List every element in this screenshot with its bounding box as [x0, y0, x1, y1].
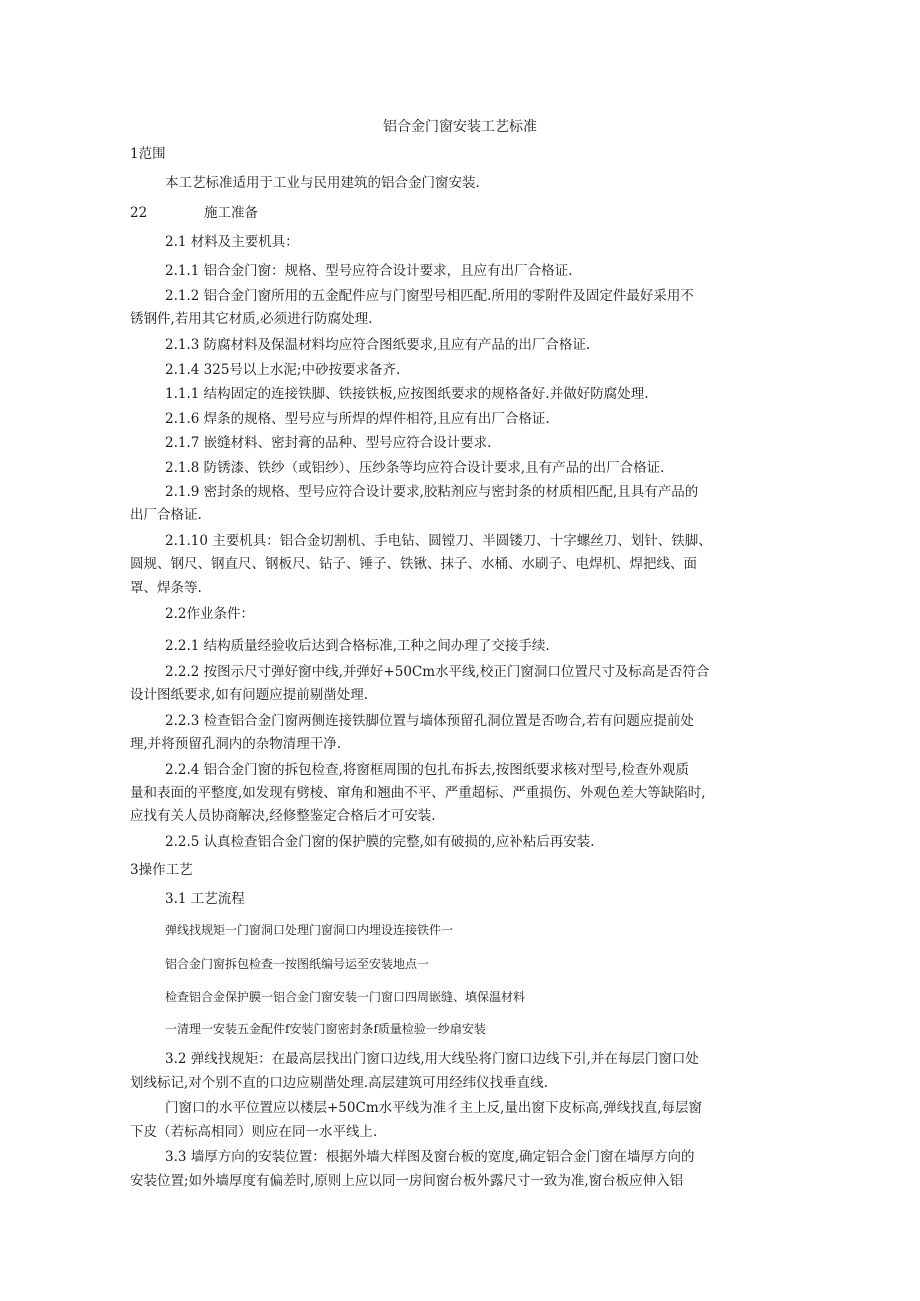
item-2-1-10-line2: 圆规、钢尺、钢直尺、钢板尺、钻子、锤子、铁锹、抹子、水桶、水刷子、电焊机、焊把线、面 [130, 556, 697, 572]
item-2-2-4-line2: 量和表面的平整度,如发现有劈棱、窜角和翘曲不平、严重超标、严重损伤、外观色差大等缺陷时, [130, 785, 706, 801]
section-3-1-heading: 3.1 工艺流程 [165, 891, 245, 907]
process-flow-line1: 弹线找规矩一门窗洞口处理门窗洞口内埋设连接铁件一 [165, 923, 454, 937]
section-2-1-heading: 2.1 材料及主要机具： [165, 234, 299, 250]
item-2-2-3-line1: 2.2.3 检查铝合金门窗两侧连接铁脚位置与墙体预留孔洞位置是否吻合,若有问题应提前处 [165, 713, 694, 729]
document-title: 铝合金门窗安装工艺标准 [383, 119, 537, 135]
item-3-2-line1: 3.2 弹线找规矩：在最高层找出门窗口边线,用大线坠将门窗口边线下引,并在每层门窗口处 [165, 1051, 699, 1067]
section-2-number: 22 [130, 205, 148, 221]
item-3-2-line2: 划线标记,对个别不直的口边应剔凿处理.高层建筑可用经纬仪找垂直线. [130, 1075, 548, 1091]
item-2-1-9-line2: 出厂合格证. [130, 507, 202, 523]
item-2-2-4-line3: 应找有关人员协商解决,经修整鉴定合格后才可安装. [130, 808, 436, 824]
item-2-2-2-line1: 2.2.2 按图示尺寸弹好窗中线,并弹好+50Cm水平线,校正门窗洞口位置尺寸及标高是否符合 [165, 664, 710, 680]
process-flow-line2: 铝合金门窗拆包检查一按图纸编号运至安装地点一 [165, 957, 430, 971]
item-2-1-4: 2.1.4 325号以上水泥;中砂按要求备齐. [165, 362, 401, 378]
item-2-1-3: 2.1.3 防腐材料及保温材料均应符合图纸要求,且应有产品的出厂合格证. [165, 337, 591, 353]
item-2-1-2-line1: 2.1.2 铝合金门窗所用的五金配件应与门窗型号相匹配.所用的零附件及固定件最好采用不 [165, 288, 694, 304]
item-2-1-9-line1: 2.1.9 密封条的规格、型号应符合设计要求,胶粘剂应与密封条的材质相匹配,且具有产品的 [165, 484, 699, 500]
item-3-3-line1: 3.3 墙厚方向的安装位置：根据外墙大样图及窗台板的宽度,确定铝合金门窗在墙厚方向的 [165, 1149, 695, 1165]
process-flow-line4: 一清理一安装五金配件f安装门窗密封条f质量检验一纱扇安装 [165, 1022, 486, 1036]
item-2-1-2-line2: 锈钢件,若用其它材质,必须进行防腐处理. [130, 311, 373, 327]
section-1-paragraph: 本工艺标准适用于工业与民用建筑的铝合金门窗安装. [165, 175, 480, 191]
item-3-2-line3: 门窗口的水平位置应以楼层+50Cm水平线为准彳主上反,量出窗下皮标高,弹线找直,每层窗 [165, 1100, 702, 1116]
item-2-1-6: 2.1.6 焊条的规格、型号应与所焊的焊件相符,且应有出厂合格证. [165, 411, 550, 427]
section-2-heading: 施工准备 [204, 205, 258, 221]
item-3-2-line4: 下皮（若标高相同）则应在同一水平线上. [130, 1124, 378, 1140]
item-2-1-10-line3: 罩、焊条等. [130, 580, 202, 596]
item-3-3-line2: 安装位置;如外墙厚度有偏差时,原则上应以同一房间窗台板外露尺寸一致为准,窗台板应伸入铝 [130, 1173, 684, 1189]
item-1-1-1: 1.1.1 结构固定的连接铁脚、铁接铁板,应按图纸要求的规格备好.并做好防腐处理. [165, 386, 649, 402]
item-2-1-10-line1: 2.1.10 主要机具：铝合金切割机、手电钻、圆镗刀、半圆镂刀、十字螺丝刀、划针、铁脚、 [165, 533, 712, 549]
item-2-1-1: 2.1.1 铝合金门窗：规格、型号应符合设计要求，且应有出厂合格证. [165, 263, 573, 279]
item-2-2-3-line2: 理,并将预留孔洞内的杂物清理干净. [130, 736, 342, 752]
section-3-heading: 3操作工艺 [130, 862, 193, 878]
process-flow-line3: 检查铝合金保护膜一铝合金门窗安装一门窗口四周嵌缝、填保温材料 [165, 990, 526, 1004]
section-1-heading: 1范围 [130, 146, 166, 162]
item-2-2-5: 2.2.5 认真检查铝合金门窗的保护膜的完整,如有破损的,应补粘后再安装. [165, 834, 595, 850]
item-2-1-8: 2.1.8 防锈漆、铁纱（或铝纱）、压纱条等均应符合设计要求,且有产品的出厂合格证. [165, 460, 665, 476]
section-2-2-heading: 2.2作业条件： [165, 606, 254, 622]
item-2-2-1: 2.2.1 结构质量经验收后达到合格标准,工种之间办理了交接手续. [165, 638, 550, 654]
item-2-1-7: 2.1.7 嵌缝材料、密封膏的品种、型号应符合设计要求. [165, 435, 492, 451]
item-2-2-2-line2: 设计图纸要求,如有问题应提前剔凿处理. [130, 687, 369, 703]
item-2-2-4-line1: 2.2.4 铝合金门窗的拆包检查,将窗框周围的包扎布拆去,按图纸要求核对型号,检查外观质 [165, 762, 690, 778]
